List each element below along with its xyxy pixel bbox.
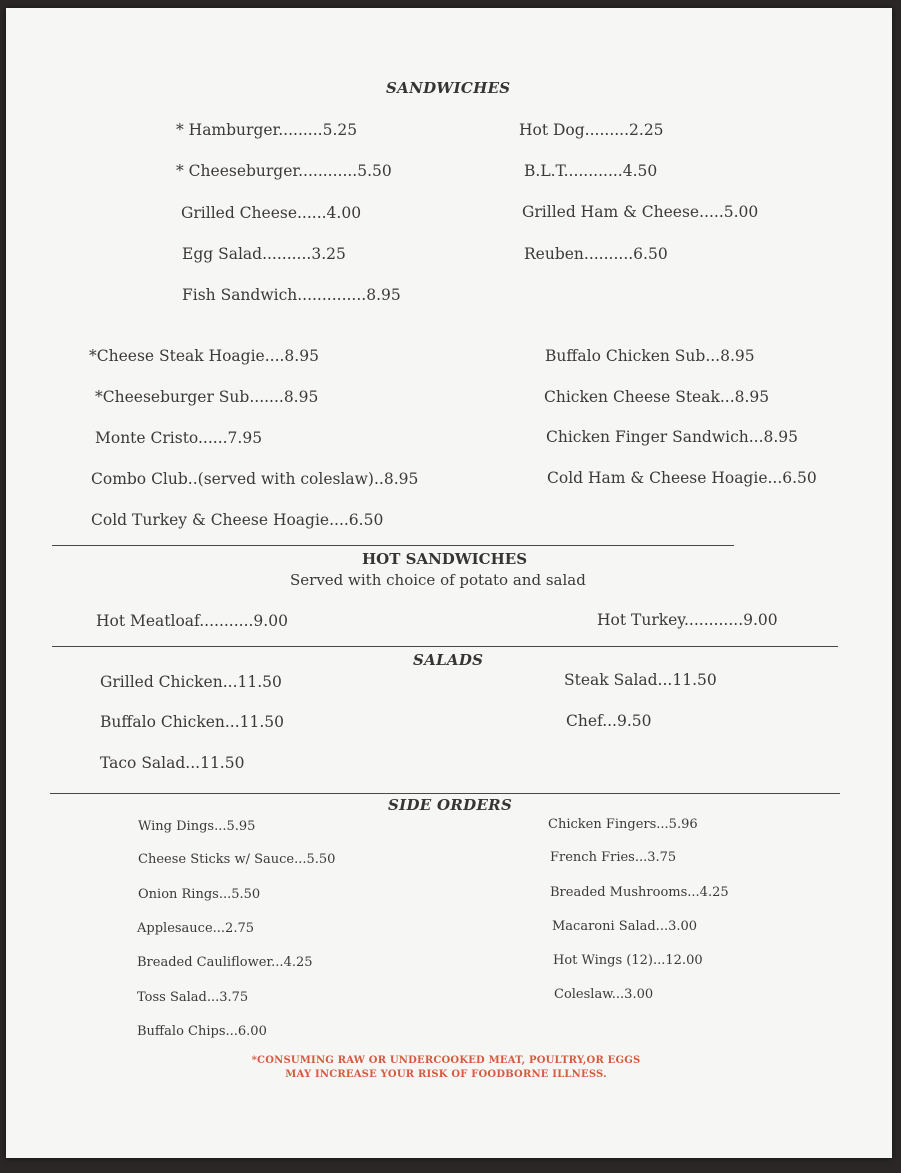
section-divider <box>52 545 734 546</box>
menu-item: Cold Ham & Cheese Hoagie...6.50 <box>547 469 817 487</box>
menu-item: Wing Dings...5.95 <box>138 819 256 834</box>
hot-sandwiches-subtitle: Served with choice of potato and salad <box>290 571 586 589</box>
foodborne-warning-line-1: *CONSUMING RAW OR UNDERCOOKED MEAT, POULTRY,OR EGGS <box>251 1055 641 1066</box>
menu-item: Monte Cristo......7.95 <box>95 429 263 447</box>
menu-item: Grilled Cheese......4.00 <box>181 204 362 222</box>
menu-item: Taco Salad...11.50 <box>100 754 245 772</box>
menu-item: Steak Salad...11.50 <box>564 671 717 689</box>
menu-item: * Hamburger.........5.25 <box>176 121 358 139</box>
menu-item: Chicken Fingers...5.96 <box>548 817 698 832</box>
hot-sandwiches-heading: HOT SANDWICHES <box>362 550 528 568</box>
menu-item: Fish Sandwich..............8.95 <box>182 286 401 304</box>
menu-item: *Cheeseburger Sub.......8.95 <box>95 388 319 406</box>
menu-item: Breaded Cauliflower...4.25 <box>137 955 313 970</box>
menu-item: Chicken Cheese Steak...8.95 <box>544 388 770 406</box>
menu-page <box>6 8 892 1158</box>
menu-item: Buffalo Chips...6.00 <box>137 1024 267 1039</box>
menu-item: Hot Dog.........2.25 <box>519 121 664 139</box>
menu-item: Chef...9.50 <box>566 712 652 730</box>
menu-item: Grilled Chicken...11.50 <box>100 673 282 691</box>
menu-item: Combo Club..(served with coleslaw)..8.95 <box>91 470 419 488</box>
sandwiches-heading: SANDWICHES <box>386 79 511 97</box>
menu-item: Hot Wings (12)...12.00 <box>553 953 703 968</box>
menu-item: * Cheeseburger............5.50 <box>176 162 392 180</box>
menu-item: Breaded Mushrooms...4.25 <box>550 885 729 900</box>
menu-item: B.L.T............4.50 <box>524 162 658 180</box>
menu-item: Applesauce...2.75 <box>137 921 254 936</box>
menu-item: Hot Meatloaf...........9.00 <box>96 612 288 630</box>
salads-heading: SALADS <box>413 651 484 669</box>
menu-item: Grilled Ham & Cheese.....5.00 <box>522 203 759 221</box>
side-orders-heading: SIDE ORDERS <box>388 796 513 814</box>
section-divider <box>50 793 840 794</box>
menu-item: Reuben..........6.50 <box>524 245 668 263</box>
menu-item: Toss Salad...3.75 <box>137 990 249 1005</box>
menu-item: Macaroni Salad...3.00 <box>552 919 698 934</box>
menu-item: Hot Turkey............9.00 <box>597 611 778 629</box>
foodborne-warning-line-2: MAY INCREASE YOUR RISK OF FOODBORNE ILLNESS. <box>285 1069 607 1080</box>
menu-item: Cold Turkey & Cheese Hoagie....6.50 <box>91 511 384 529</box>
menu-item: Buffalo Chicken...11.50 <box>100 713 285 731</box>
menu-item: Chicken Finger Sandwich...8.95 <box>546 428 799 446</box>
menu-item: Egg Salad..........3.25 <box>182 245 346 263</box>
menu-item: Coleslaw...3.00 <box>554 987 654 1002</box>
menu-item: *Cheese Steak Hoagie....8.95 <box>89 347 319 365</box>
menu-item: Cheese Sticks w/ Sauce...5.50 <box>138 852 336 867</box>
section-divider <box>52 646 838 647</box>
menu-item: French Fries...3.75 <box>550 850 677 865</box>
menu-item: Buffalo Chicken Sub...8.95 <box>545 347 755 365</box>
menu-item: Onion Rings...5.50 <box>138 887 261 902</box>
